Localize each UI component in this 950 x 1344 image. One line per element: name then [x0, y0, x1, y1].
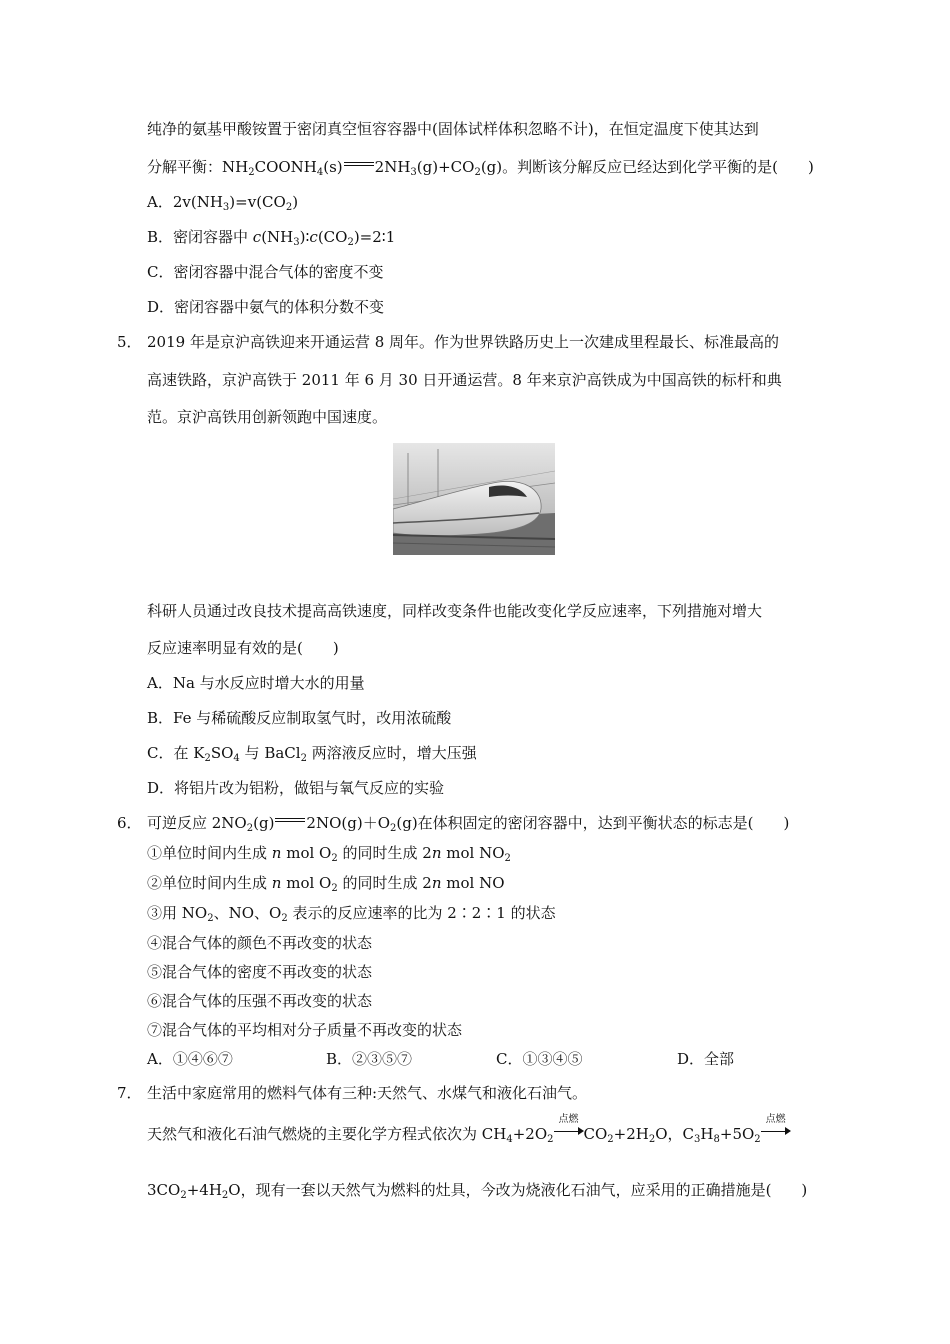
q5-stem-line1: 2019 年是京沪高铁迎来开通运营 8 周年。作为世界铁路历史上一次建成里程最长、标准最高的	[147, 333, 780, 351]
q6-option-d: D．全部	[677, 1050, 735, 1068]
q4-option-b: B．密闭容器中 $c(NH_3)∶c(CO_2)=2∶1$	[147, 228, 396, 248]
q6-item-7: ⑦混合气体的平均相对分子质量不再改变的状态	[147, 1021, 463, 1039]
q5-option-c: C．在 $K_2SO_4$ 与 BaCl$_2$ 两溶液反应时，增大压强	[147, 744, 477, 764]
q6-option-c: C．①③④⑤	[496, 1050, 583, 1068]
q7-stem-line3: $3CO_2+4H_2O$，现有一套以天然气为燃料的灶具，今改为烧液化石油气，应采用的正确措施是( )	[147, 1181, 808, 1201]
q4-option-d: D．密闭容器中氨气的体积分数不变	[147, 298, 385, 316]
high-speed-train-photo	[393, 443, 555, 555]
q5-stem-line4: 科研人员通过改良技术提高高铁速度，同样改变条件也能改变化学反应速率，下列措施对增大	[147, 602, 763, 620]
q6-item-1: ①单位时间内生成 n mol $O_2$ 的同时生成 2n mol $NO_2$	[147, 844, 511, 864]
q6-item-6: ⑥混合气体的压强不再改变的状态	[147, 992, 373, 1010]
q5-stem-line5: 反应速率明显有效的是( )	[147, 639, 339, 657]
q6-option-b: B．②③⑤⑦	[326, 1050, 413, 1068]
q6-option-a: A．①④⑥⑦	[147, 1050, 233, 1068]
q5-option-b: B．Fe 与稀硫酸反应制取氢气时，改用浓硫酸	[147, 709, 452, 727]
q4-stem-line1: 纯净的氨基甲酸铵置于密闭真空恒容容器中(固体试样体积忽略不计)，在恒定温度下使其达到	[147, 120, 759, 138]
q6-stem: 可逆反应 $2NO_2(g)$ $2NO(g)+O_2(g)$在体积固定的密闭容器中，达到平衡状态的标志是( )	[147, 814, 790, 834]
q7-number: 7．	[117, 1084, 142, 1102]
q6-item-3: ③用 $NO_2$、NO、$O_2$ 表示的反应速率的比为 2∶2∶1 的状态	[147, 904, 556, 924]
q6-number: 6．	[117, 814, 142, 832]
equilibrium-sign	[344, 160, 374, 170]
q7-stem-line2: 天然气和液化石油气燃烧的主要化学方程式依次为 $CH_4+2O_2$ 点燃 $CO_2+2H_2O$，$C_3H_8+5O_2$ 点燃	[147, 1124, 791, 1144]
q5-stem-line2: 高速铁路，京沪高铁于 2011 年 6 月 30 日开通运营。8 年来京沪高铁成为中国高铁的标杆和典	[147, 371, 782, 389]
q6-item-2: ②单位时间内生成 n mol $O_2$ 的同时生成 2n mol NO	[147, 874, 505, 894]
ignition-arrow: 点燃	[761, 1124, 791, 1138]
equilibrium-sign	[275, 816, 305, 826]
ignition-arrow: 点燃	[554, 1124, 584, 1138]
q7-stem-line1: 生活中家庭常用的燃料气体有三种:天然气、水煤气和液化石油气。	[147, 1084, 588, 1102]
q5-option-d: D．将铝片改为铝粉，做铝与氧气反应的实验	[147, 779, 445, 797]
q5-number: 5．	[117, 333, 142, 351]
q5-option-a: A．Na 与水反应时增大水的用量	[147, 674, 365, 692]
q6-item-4: ④混合气体的颜色不再改变的状态	[147, 934, 373, 952]
q4-stem-line2: 分解平衡：$NH_2COONH_4(s)$ $2NH_3(g)+CO_2(g)$。判断该分解反应已经达到化学平衡的是( )	[147, 158, 814, 178]
q4-option-c: C．密闭容器中混合气体的密度不变	[147, 263, 384, 281]
q4-option-a: A．$2v(NH_3)=v(CO_2)$	[147, 193, 299, 213]
q6-item-5: ⑤混合气体的密度不再改变的状态	[147, 963, 373, 981]
q5-stem-line3: 范。京沪高铁用创新领跑中国速度。	[147, 408, 388, 426]
